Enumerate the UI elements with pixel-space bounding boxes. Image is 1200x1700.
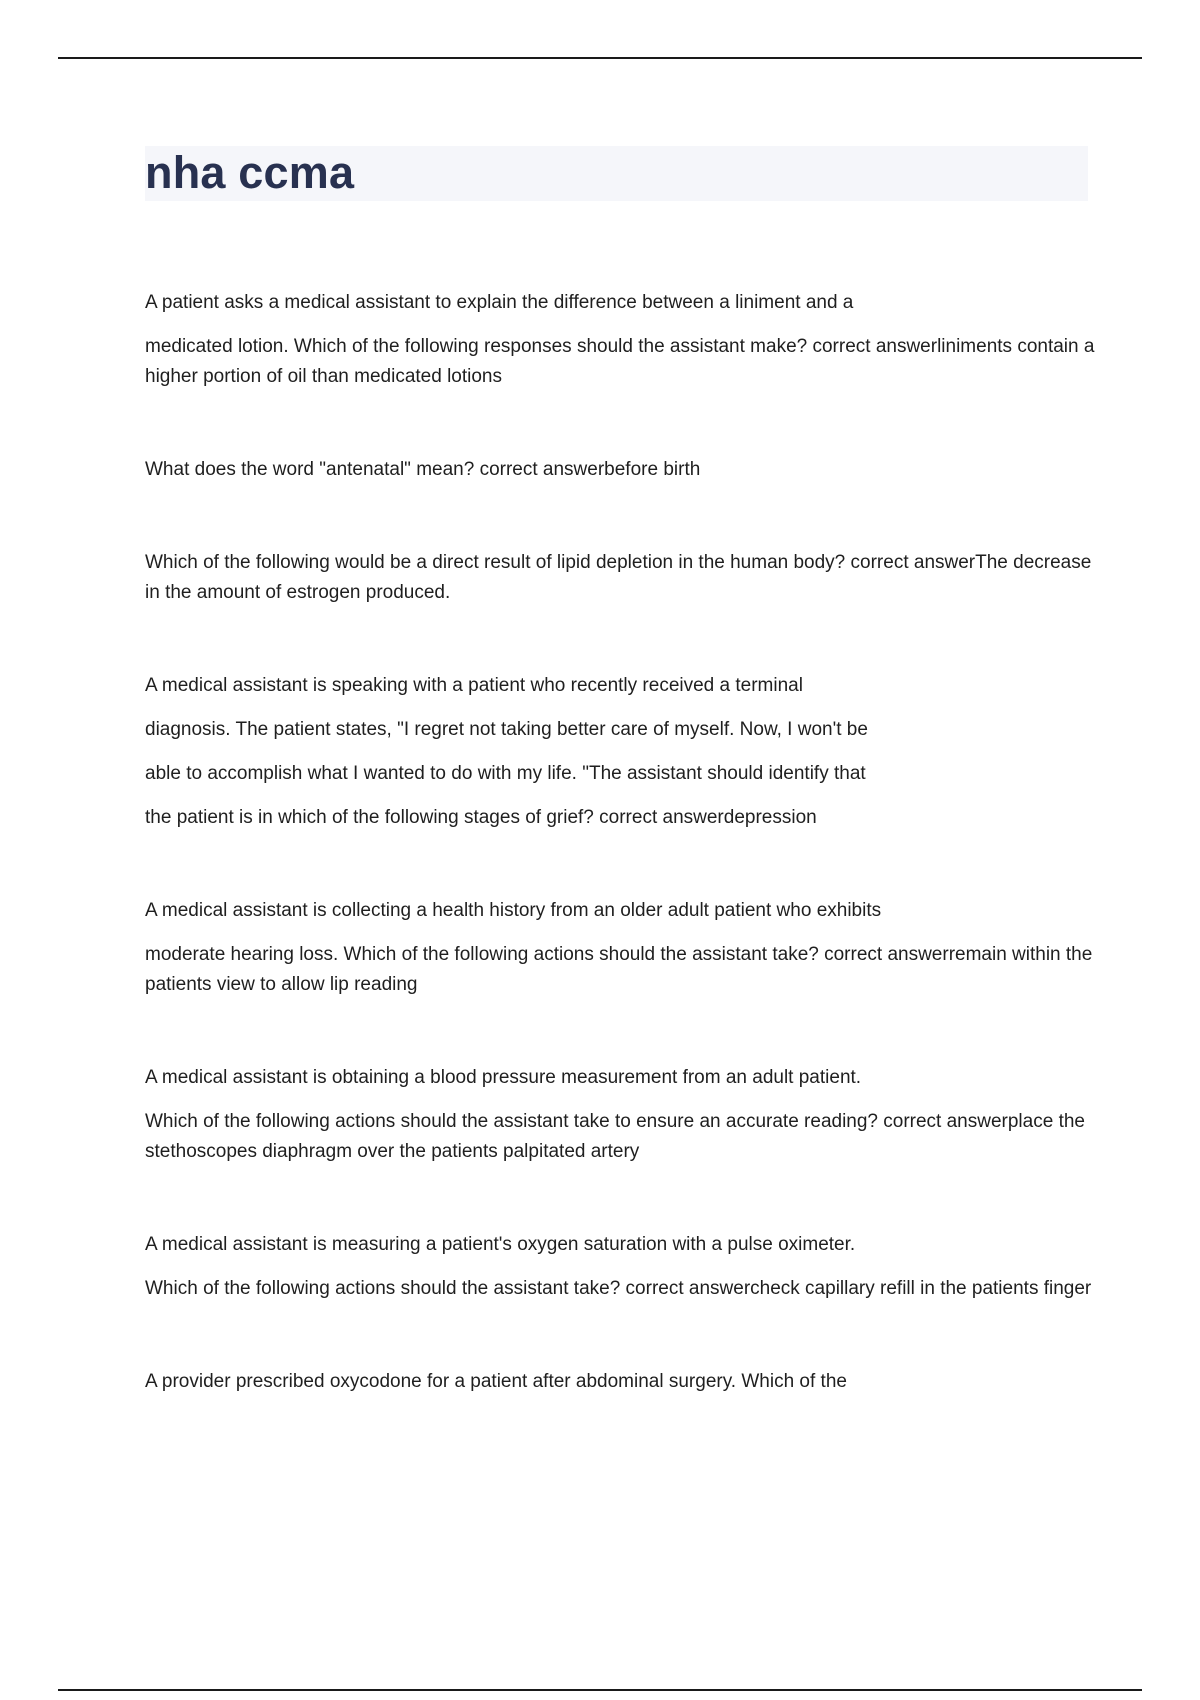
question-line: A medical assistant is obtaining a blood pressure measurement from an adult patient. [145,1067,862,1088]
header-rule [58,57,1142,59]
qa-item [145,288,1095,392]
qa-item [145,1230,1095,1304]
question-line: A medical assistant is speaking with a patient who recently received a terminal [145,675,803,696]
question-answer-line: the patient is in which of the following stages of grief? correct answerdepression [145,807,817,828]
qa-item [145,1367,1095,1397]
document-body [145,288,1095,1460]
question-line: diagnosis. The patient states, "I regret not taking better care of myself. Now, I won't be [145,719,868,740]
question-answer-line: medicated lotion. Which of the following responses should the assistant make? correct answerliniments contain a higher portion of oil than medicated lotions [145,336,1095,387]
question-answer-line: What does the word "antenatal" mean? correct answerbefore birth [145,459,701,480]
question-answer-line: moderate hearing loss. Which of the following actions should the assistant take? correct answerremain within the patients view to allow lip reading [145,944,1093,995]
question-answer-line: Which of the following actions should the assistant take? correct answercheck capillary refill in the patients finger [145,1278,1092,1299]
qa-item [145,896,1095,1000]
question-line: A medical assistant is measuring a patient's oxygen saturation with a pulse oximeter. [145,1234,856,1255]
question-line: A provider prescribed oxycodone for a patient after abdominal surgery. Which of the [145,1371,847,1392]
qa-item [145,455,1095,485]
question-line: A medical assistant is collecting a health history from an older adult patient who exhibits [145,900,882,921]
qa-item [145,548,1095,608]
footer-rule [58,1689,1142,1691]
qa-item [145,671,1095,833]
question-answer-line: Which of the following actions should the assistant take to ensure an accurate reading? correct answerplace the stethoscopes diaphragm over the patients palpitated artery [145,1111,1085,1162]
question-answer-line: Which of the following would be a direct result of lipid depletion in the human body? correct answerThe decrease in the amount of estrogen produced. [145,552,1092,603]
question-line: A patient asks a medical assistant to explain the difference between a liniment and a [145,292,854,313]
question-line: able to accomplish what I wanted to do with my life. "The assistant should identify that [145,763,866,784]
qa-item [145,1063,1095,1167]
page-title: nha ccma [145,147,355,198]
